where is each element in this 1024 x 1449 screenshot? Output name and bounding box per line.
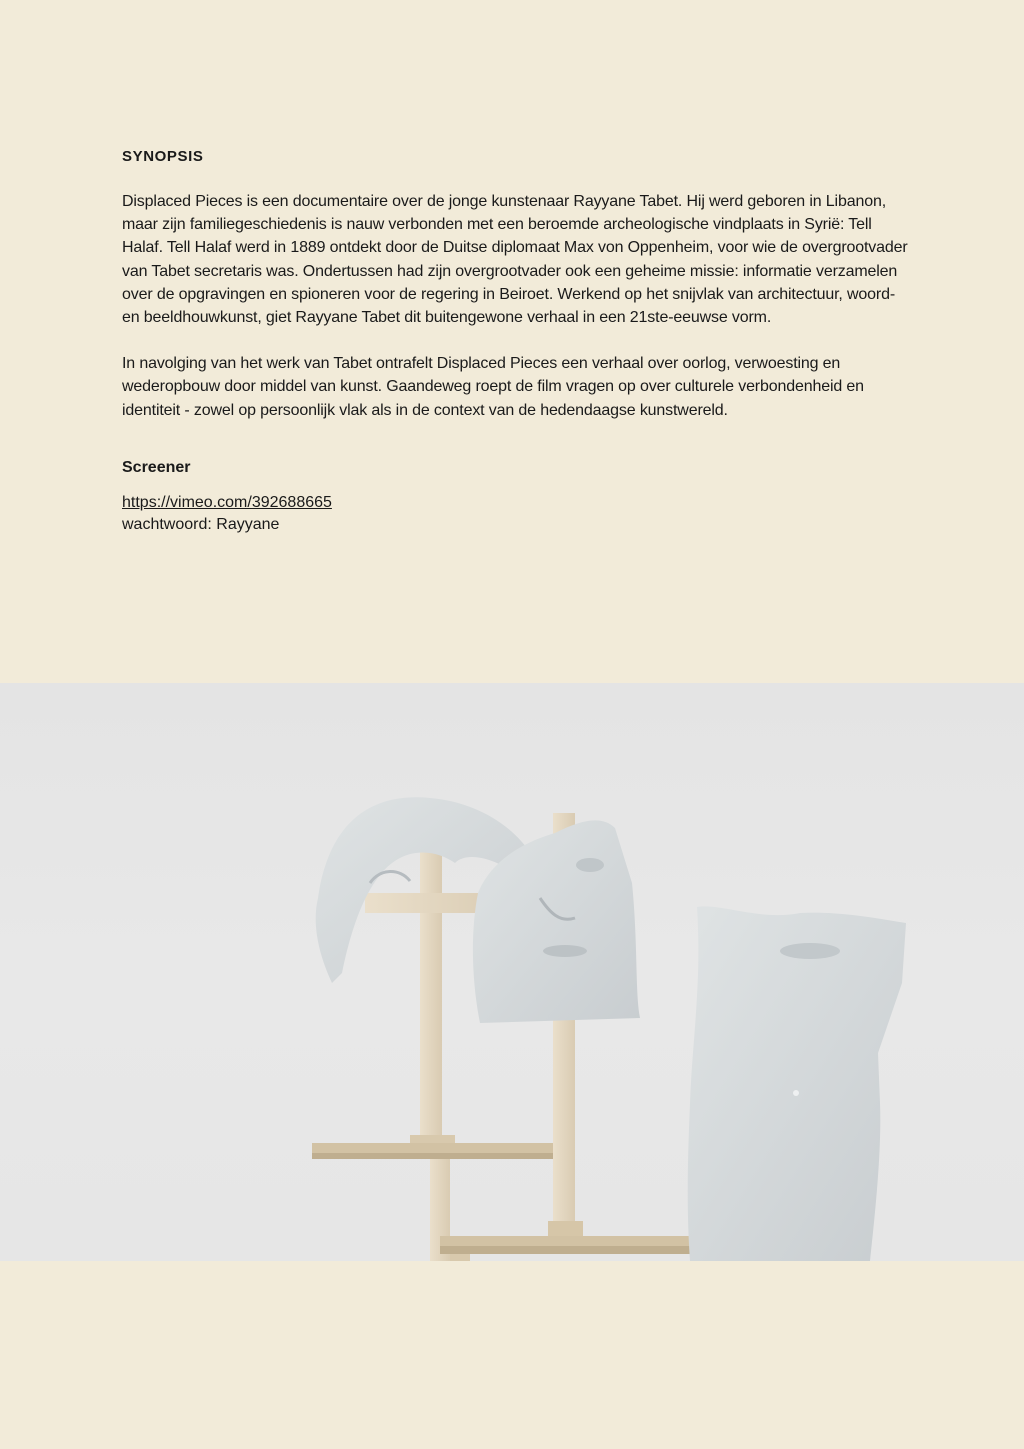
screener-heading: Screener bbox=[122, 458, 191, 476]
torso-cast bbox=[688, 906, 906, 1261]
synopsis-heading: SYNOPSIS bbox=[122, 148, 204, 165]
sculpture-illustration bbox=[0, 683, 1024, 1261]
screener-password: wachtwoord: Rayyane bbox=[122, 515, 280, 533]
document-body bbox=[122, 146, 912, 536]
left-stand-post bbox=[420, 823, 442, 1138]
film-still-photo bbox=[0, 683, 1024, 1261]
synopsis-paragraph-2: In navolging van het werk van Tabet ontrafelt Displaced Pieces een verhaal over oorlog, verwoesting en wederopbouw door middel van kunst. Gaandeweg roept de film vragen op over culturele verbondenheid en identiteit - zowel op persoonlijk vlak als in de context van de hedendaagse kunstwereld. bbox=[122, 355, 864, 419]
synopsis-paragraph-1: Displaced Pieces is een documentaire over de jonge kunstenaar Rayyane Tabet. Hij werd geboren in Libanon, maar zijn familiegeschiedenis is nauw verbonden met een beroemde archeologische vindplaats in Syrië: Tell Halaf. Tell Halaf werd in 1889 ontdekt door de Duitse diplomaat Max von Oppenheim, voor wie de overgrootvader van Tabet secretaris was. Ondertussen had zijn overgrootvader ook een geheime missie: informatie verzamelen over de opgravingen en spioneren voor de regering in Beiroet. Werkend op het snijvlak van architectuur, woord- en beeldhouwkunst, giet Rayyane Tabet dit buitengewone verhaal in een 21ste-eeuwse vorm. bbox=[122, 193, 908, 327]
screener-link[interactable]: https://vimeo.com/392688665 bbox=[122, 493, 332, 511]
